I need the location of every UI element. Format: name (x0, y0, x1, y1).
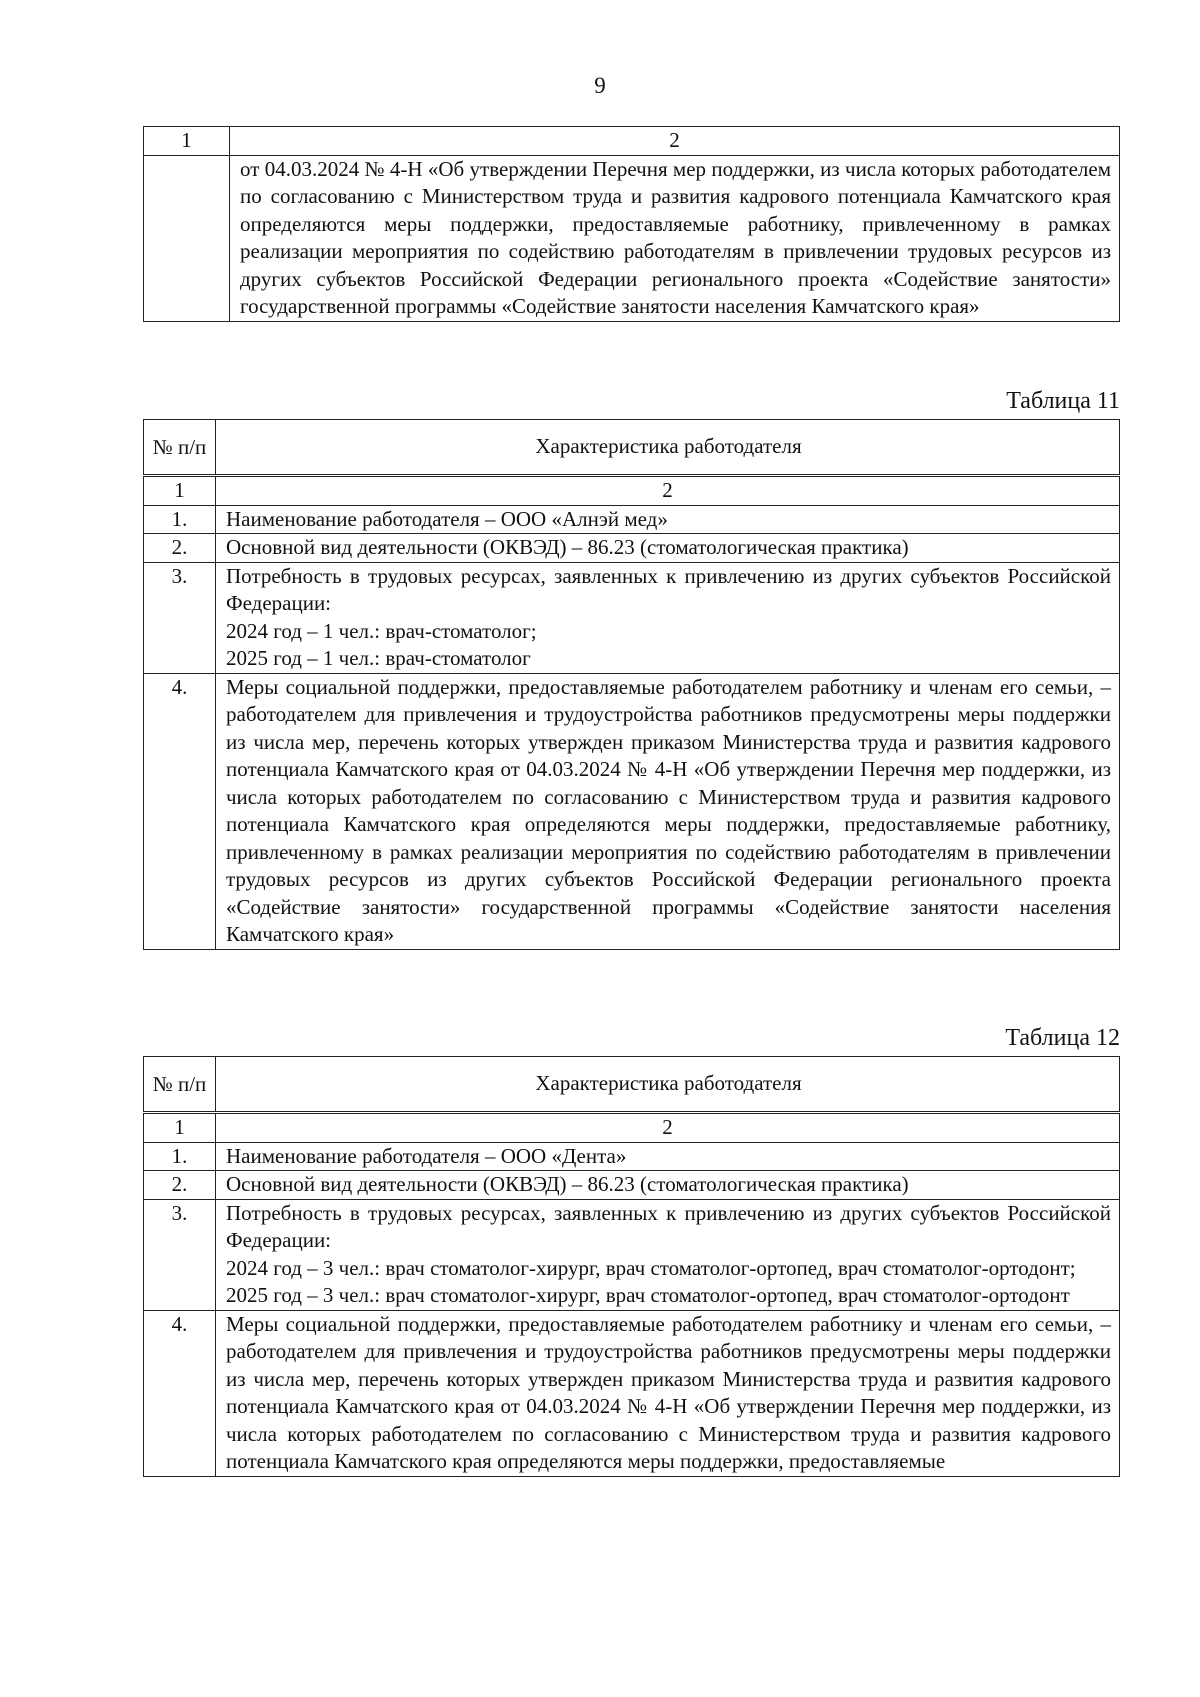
column-index-row (144, 1113, 1120, 1143)
row-number: 4. (144, 673, 216, 949)
row-text: Меры социальной поддержки, предоставляемые работодателем работнику и членам его семьи, – работодателем для привлечения и трудоустройства работников предусмотрены меры поддержки из числа мер, перечень которых утвержден приказом Министерства труда и развития кадрового потенциала Камчатского края от 04.03.2024 № 4-Н «Об утверждении Перечня мер поддержки, из числа которых работодателем по согласованию с Министерством труда и развития кадрового потенциала Камчатского края определяются меры поддержки, предоставляемые работнику, привлеченному в рамках реализации мероприятия по содействию работодателям в привлечении трудовых ресурсов из других субъектов Российской Федерации регионального проекта «Содействие занятости» государственной программы «Содействие занятости населения Камчатского края» (216, 673, 1120, 949)
row-text: Наименование работодателя – ООО «Дента» (216, 1142, 1120, 1171)
row-text-2025: 2025 год – 3 чел.: врач стоматолог-хирург, врач стоматолог-ортопед, врач стоматолог-ортодонт (226, 1283, 1070, 1307)
column-index-row (144, 476, 1120, 506)
column-index-1: 1 (144, 1113, 216, 1143)
column-index-2: 2 (230, 127, 1120, 156)
row-number: 1. (144, 505, 216, 534)
continuation-table (143, 126, 1120, 322)
row-text-2024: 2024 год – 1 чел.: врач-стоматолог; (226, 618, 537, 643)
table-row (144, 1310, 1120, 1476)
table-row (144, 505, 1120, 534)
row-text: от 04.03.2024 № 4-Н «Об утверждении Перечня мер поддержки, из числа которых работодателем по согласованию с Министерством труда и развития кадрового потенциала Камчатского края определяются меры поддержки, предоставляемые работнику, привлеченному в рамках реализации мероприятия по содействию работодателям в привлечении трудовых ресурсов из других субъектов Российской Федерации регионального проекта «Содействие занятости» государственной программы «Содействие занятости населения Камчатского края» (230, 155, 1120, 321)
row-number: 2. (144, 1171, 216, 1200)
row-text: Основной вид деятельности (ОКВЭД) – 86.23 (стоматологическая практика) (216, 1171, 1120, 1200)
table-row (144, 673, 1120, 949)
column-index-2: 2 (216, 1113, 1120, 1143)
row-text-2024: 2024 год – 3 чел.: врач стоматолог-хирург, врач стоматолог-ортопед, врач стоматолог-ортодонт; (226, 1255, 1076, 1280)
row-text: Меры социальной поддержки, предоставляемые работодателем работнику и членам его семьи, – работодателем для привлечения и трудоустройства работников предусмотрены меры поддержки из числа мер, перечень которых утвержден приказом Министерства труда и развития кадрового потенциала Камчатского края от 04.03.2024 № 4-Н «Об утверждении Перечня мер поддержки, из числа которых работодателем по согласованию с Министерством труда и развития кадрового потенциала Камчатского края определяются меры поддержки, предоставляемые (216, 1310, 1120, 1476)
header-row (144, 420, 1120, 476)
row-text: Потребность в трудовых ресурсах, заявленных к привлечению из других субъектов Российской Федерации: (226, 563, 1111, 615)
row-number: 1. (144, 1142, 216, 1171)
table-row (144, 1199, 1120, 1310)
empty-number-cell (144, 155, 230, 321)
header-number: № п/п (144, 420, 216, 476)
column-index-2: 2 (216, 476, 1120, 506)
table-row (144, 1142, 1120, 1171)
column-index-1: 1 (144, 476, 216, 506)
row-number: 3. (144, 1199, 216, 1310)
page-number: 9 (594, 73, 606, 98)
table-row (144, 562, 1120, 673)
header-number: № п/п (144, 1057, 216, 1113)
header-characteristic: Характеристика работодателя (216, 1057, 1120, 1113)
row-text-block (216, 562, 1120, 673)
row-text-2025: 2025 год – 1 чел.: врач-стоматолог (226, 646, 531, 670)
table-row (144, 534, 1120, 563)
row-number: 3. (144, 562, 216, 673)
row-number: 4. (144, 1310, 216, 1476)
row-text: Основной вид деятельности (ОКВЭД) – 86.23 (стоматологическая практика) (216, 534, 1120, 563)
table-row (144, 1171, 1120, 1200)
column-index-1: 1 (144, 127, 230, 156)
table-11 (143, 419, 1120, 950)
table-12-caption: Таблица 12 (1005, 1025, 1120, 1051)
table-11-caption: Таблица 11 (1006, 388, 1120, 414)
table-row (144, 155, 1120, 321)
row-text: Потребность в трудовых ресурсах, заявленных к привлечению из других субъектов Российской Федерации: (226, 1200, 1111, 1252)
row-text: Наименование работодателя – ООО «Алнэй мед» (216, 505, 1120, 534)
header-characteristic: Характеристика работодателя (216, 420, 1120, 476)
table-12 (143, 1056, 1120, 1477)
header-row (144, 1057, 1120, 1113)
row-number: 2. (144, 534, 216, 563)
row-text-block (216, 1199, 1120, 1310)
column-index-row (144, 127, 1120, 156)
